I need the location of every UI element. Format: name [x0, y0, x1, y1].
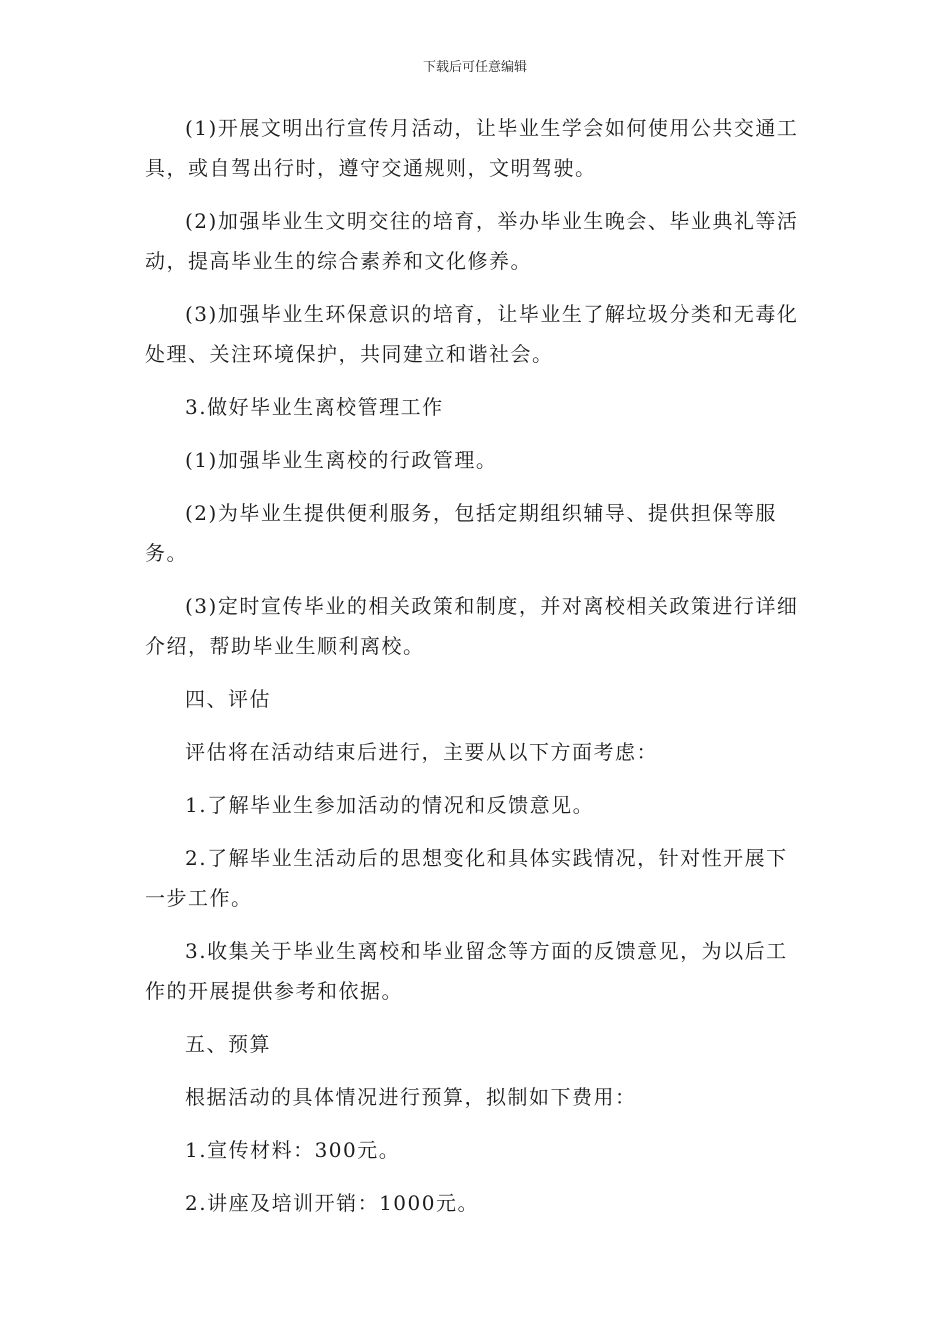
- section-heading-departure-management: 3.做好毕业生离校管理工作: [185, 395, 444, 419]
- paragraph-convenience-services: (2)为毕业生提供便利服务，包括定期组织辅导、提供担保等服务。: [145, 501, 777, 565]
- header-note: 下载后可任意编辑: [422, 60, 527, 75]
- paragraph-evaluation-intro: 评估将在活动结束后进行，主要从以下方面考虑：: [185, 740, 658, 764]
- paragraph-evaluation-item-2: 2.了解毕业生活动后的思想变化和具体实践情况，针对性开展下一步工作。: [145, 846, 788, 910]
- document-body: [145, 108, 805, 1236]
- section-heading-budget: 五、预算: [185, 1032, 271, 1056]
- paragraph-environmental-awareness: (3)加强毕业生环保意识的培育，让毕业生了解垃圾分类和无毒化处理、关注环境保护，共同建立和谐社会。: [145, 302, 799, 366]
- paragraph-budget-item-1: 1.宣传材料：300元。: [185, 1138, 401, 1162]
- section-heading-evaluation: 四、评估: [185, 687, 271, 711]
- paragraph-budget-intro: 根据活动的具体情况进行预算，拟制如下费用：: [185, 1085, 637, 1109]
- paragraph-budget-item-2: 2.讲座及培训开销：1000元。: [185, 1191, 479, 1215]
- paragraph-evaluation-item-1: 1.了解毕业生参加活动的情况和反馈意见。: [185, 793, 595, 817]
- paragraph-policy-publicity: (3)定时宣传毕业的相关政策和制度，并对离校相关政策进行详细介绍，帮助毕业生顺利离校。: [145, 594, 799, 658]
- paragraph-evaluation-item-3: 3.收集关于毕业生离校和毕业留念等方面的反馈意见，为以后工作的开展提供参考和依据。: [145, 939, 788, 1003]
- paragraph-administrative-management: (1)加强毕业生离校的行政管理。: [185, 448, 498, 472]
- paragraph-civilized-communication: (2)加强毕业生文明交往的培育，举办毕业生晚会、毕业典礼等活动，提高毕业生的综合素养和文化修养。: [145, 209, 799, 273]
- paragraph-civilized-travel: (1)开展文明出行宣传月活动，让毕业生学会如何使用公共交通工具，或自驾出行时，遵守交通规则，文明驾驶。: [145, 116, 799, 180]
